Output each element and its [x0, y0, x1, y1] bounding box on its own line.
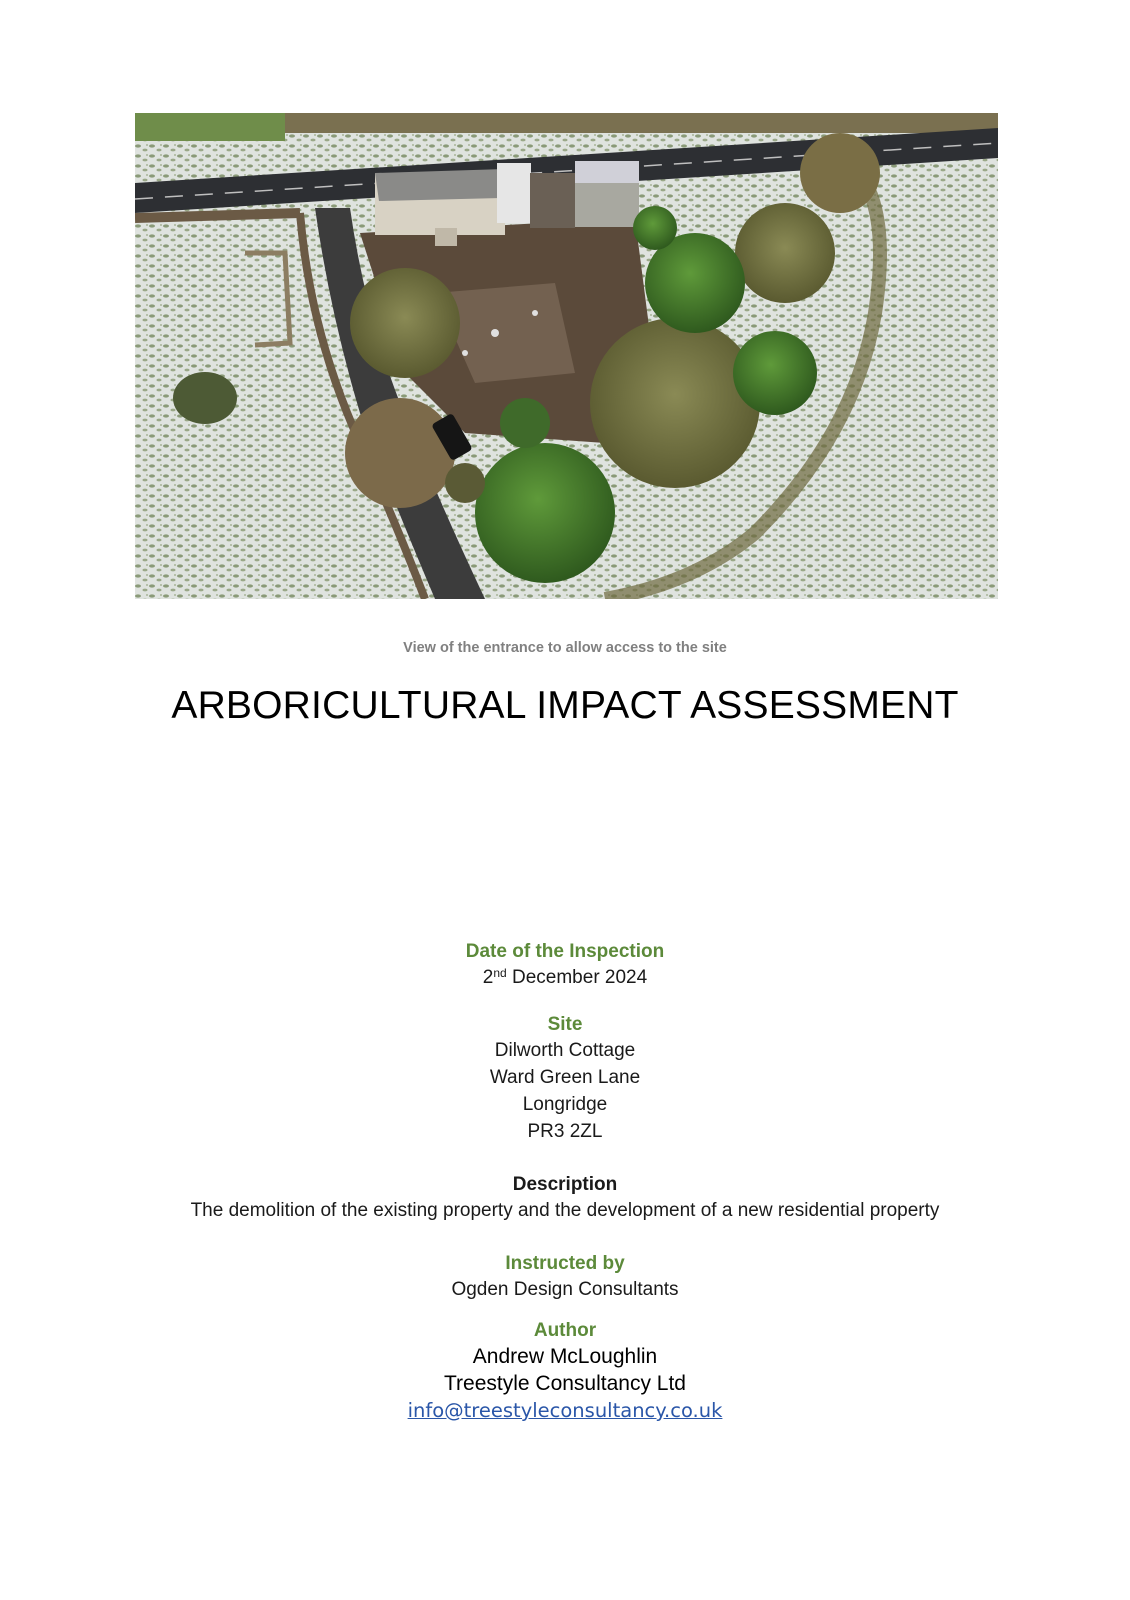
page-title: ARBORICULTURAL IMPACT ASSESSMENT — [171, 684, 959, 727]
site-heading: Site — [547, 1014, 583, 1035]
site-address-line: Dilworth Cottage — [494, 1040, 636, 1061]
author-heading: Author — [533, 1320, 597, 1341]
site-address-line: Longridge — [522, 1094, 608, 1115]
description-heading: Description — [512, 1174, 618, 1195]
site-address-line: Ward Green Lane — [489, 1067, 641, 1088]
instructed-by-section — [0, 1252, 1130, 1303]
description-text: The demolition of the existing property and the development of a new residential property — [190, 1200, 940, 1221]
author-name: Andrew McLoughlin — [472, 1345, 658, 1368]
inspection-section — [0, 940, 1130, 991]
inspection-date — [0, 964, 1130, 991]
inspection-day: 2 — [482, 967, 494, 988]
instructed-by-heading: Instructed by — [505, 1253, 625, 1274]
site-section — [0, 1013, 1130, 1145]
author-company: Treestyle Consultancy Ltd — [443, 1372, 686, 1395]
description-section — [0, 1173, 1130, 1224]
aerial-site-photo — [135, 113, 998, 599]
instructed-by-name: Ogden Design Consultants — [451, 1279, 679, 1300]
photo-caption: View of the entrance to allow access to the site — [403, 640, 727, 656]
site-address-line: PR3 2ZL — [527, 1121, 603, 1142]
author-section — [0, 1319, 1130, 1424]
author-email-link[interactable]: info@treestyleconsultancy.co.uk — [407, 1399, 723, 1422]
inspection-day-suffix: nd — [493, 966, 507, 980]
inspection-month-year: December 2024 — [512, 967, 648, 988]
inspection-heading: Date of the Inspection — [465, 941, 665, 962]
